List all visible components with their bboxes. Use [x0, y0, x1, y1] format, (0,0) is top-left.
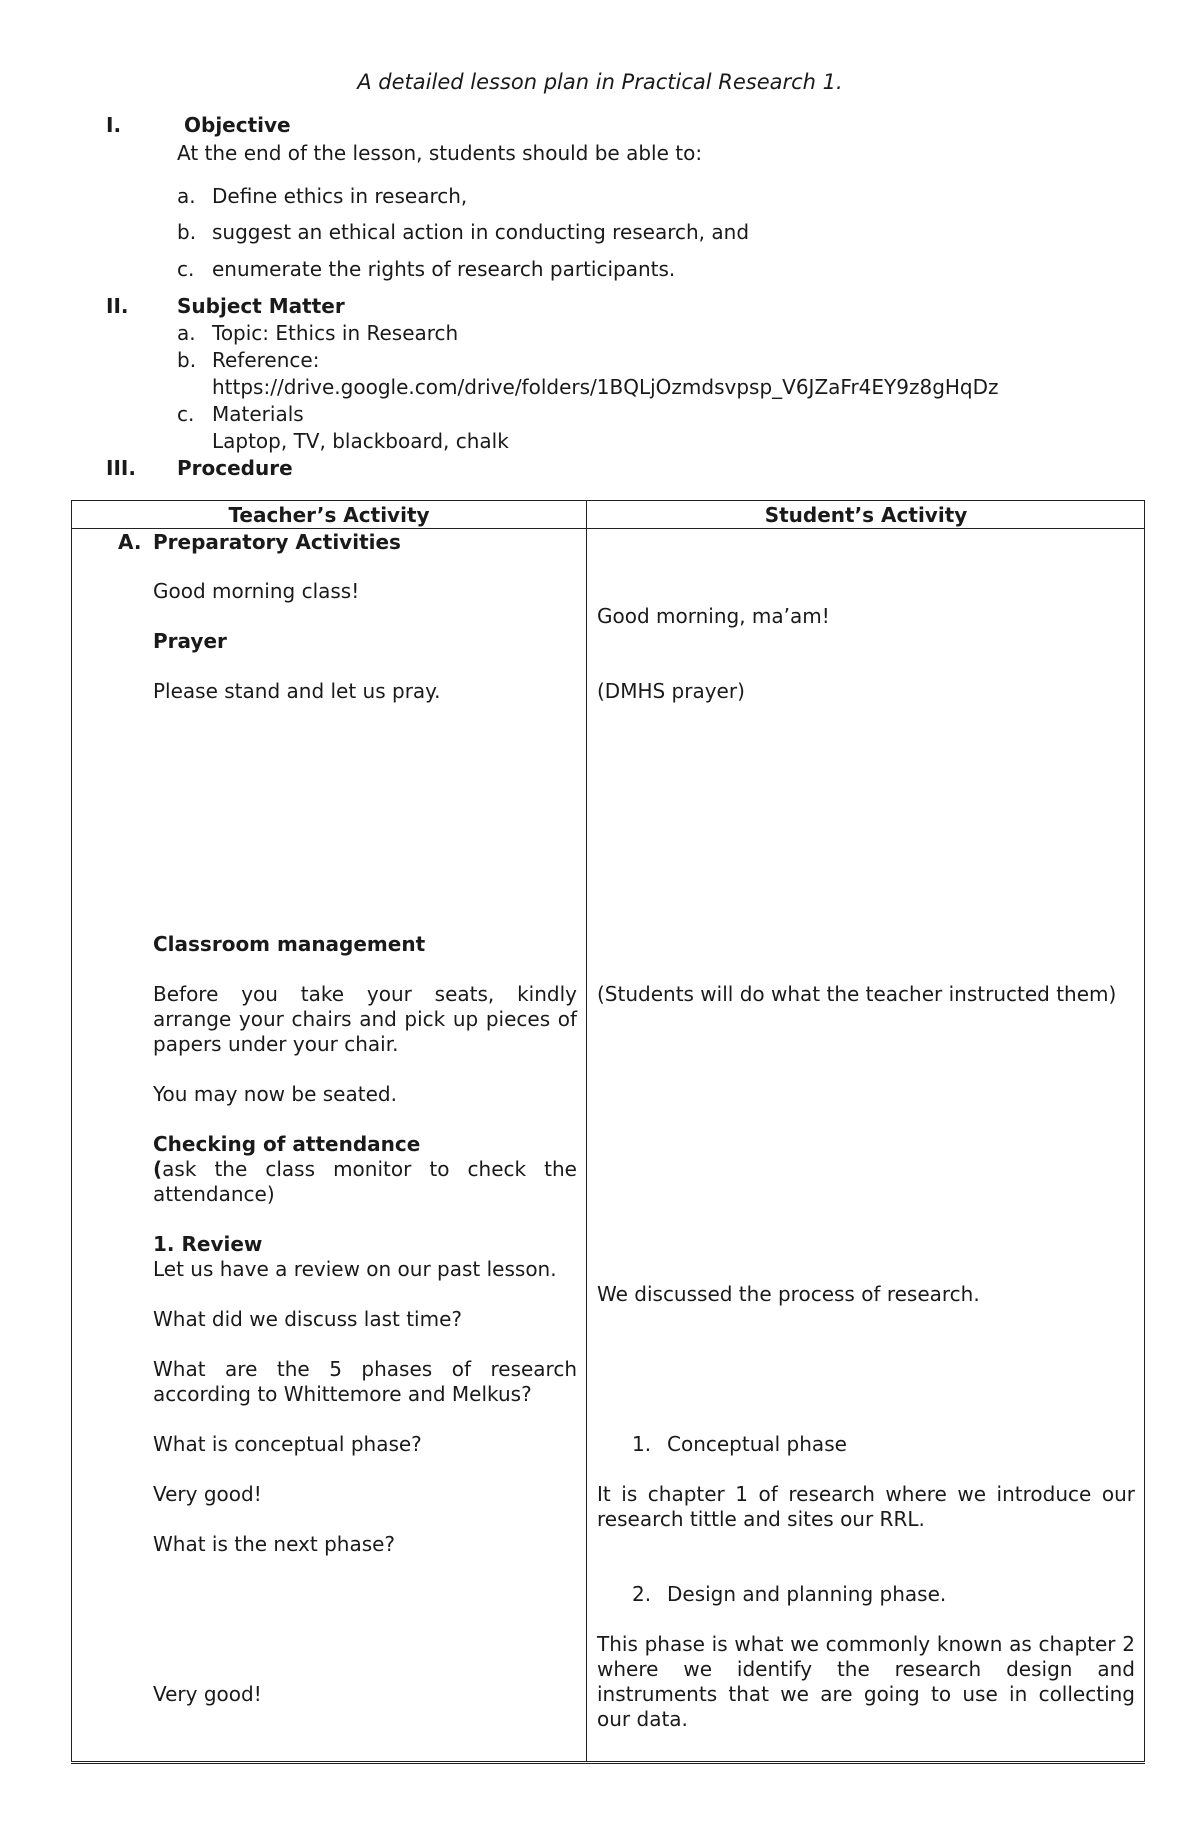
objective-item-b: suggest an ethical action in conducting research, and — [212, 220, 750, 244]
procedure-table — [71, 500, 1145, 1762]
subject-marker-c: c. — [177, 402, 195, 426]
attendance-heading: Checking of attendance — [153, 1132, 421, 1156]
student-activity-header: Student’s Activity — [764, 503, 968, 527]
subject-reference-label: Reference: — [212, 348, 320, 372]
objective-marker-c: c. — [177, 257, 195, 281]
teacher-activity-header: Teacher’s Activity — [228, 503, 430, 527]
classroom-management-text: Before you take your seats, kindly arrange your chairs and pick up pieces of papers under your chair. — [153, 982, 577, 1056]
objective-intro: At the end of the lesson, students should be able to: — [177, 141, 703, 165]
section-1-numeral: I. — [106, 113, 122, 137]
phases-question: What are the 5 phases of research according to Whittemore and Melkus? — [153, 1357, 577, 1406]
document-title: A detailed lesson plan in Practical Research 1. — [357, 70, 843, 94]
next-phase-question: What is the next phase? — [153, 1532, 396, 1556]
subject-marker-a: a. — [177, 321, 196, 345]
very-good-1: Very good! — [153, 1482, 262, 1506]
attendance-instruction: ask the class monitor to check the attendance) — [153, 1157, 577, 1206]
phase-2-name: Design and planning phase. — [667, 1582, 947, 1606]
phase-1-name: Conceptual phase — [667, 1432, 847, 1456]
attendance-open-paren: ( — [153, 1157, 163, 1181]
subject-reference-link[interactable]: https://drive.google.com/drive/folders/1BQLjOzmdsvpsp_V6JZaFr4EY9z8gHqDz — [212, 375, 999, 399]
objective-item-a: Define ethics in research, — [212, 184, 468, 208]
header-divider — [72, 528, 1144, 529]
prep-heading: Preparatory Activities — [153, 530, 401, 554]
subject-marker-b: b. — [177, 348, 197, 372]
section-3-heading: Procedure — [177, 456, 293, 480]
subject-materials-label: Materials — [212, 402, 304, 426]
phase-2-marker: 2. — [632, 1582, 652, 1606]
section-1-heading: Objective — [184, 113, 291, 137]
section-2-heading: Subject Matter — [177, 294, 345, 318]
very-good-2: Very good! — [153, 1682, 262, 1706]
student-design-answer: This phase is what we commonly known as chapter 2 where we identify the research design and instruments that we are going to use in collecting our data. — [597, 1632, 1135, 1731]
column-divider — [586, 501, 587, 1761]
student-greeting: Good morning, ma’am! — [597, 604, 830, 628]
review-text: Let us have a review on our past lesson. — [153, 1257, 557, 1281]
conceptual-question: What is conceptual phase? — [153, 1432, 422, 1456]
review-question: What did we discuss last time? — [153, 1307, 463, 1331]
student-prayer: (DMHS prayer) — [597, 679, 745, 703]
section-2-numeral: II. — [106, 294, 129, 318]
teacher-greeting: Good morning class! — [153, 579, 360, 603]
subject-topic: Topic: Ethics in Research — [212, 321, 459, 345]
objective-marker-a: a. — [177, 184, 196, 208]
prayer-heading: Prayer — [153, 629, 227, 653]
student-classroom-response: (Students will do what the teacher instructed them) — [597, 982, 1117, 1006]
student-review-answer: We discussed the process of research. — [597, 1282, 980, 1306]
phase-1-marker: 1. — [632, 1432, 652, 1456]
classroom-management-heading: Classroom management — [153, 932, 426, 956]
objective-item-c: enumerate the rights of research participants. — [212, 257, 676, 281]
table-bottom-rule — [71, 1763, 1145, 1764]
prep-marker: A. — [118, 530, 142, 554]
prayer-text: Please stand and let us pray. — [153, 679, 441, 703]
section-3-numeral: III. — [106, 456, 136, 480]
objective-marker-b: b. — [177, 220, 197, 244]
subject-materials-list: Laptop, TV, blackboard, chalk — [212, 429, 509, 453]
review-heading: 1. Review — [153, 1232, 263, 1256]
student-conceptual-answer: It is chapter 1 of research where we introduce our research tittle and sites our RRL. — [597, 1482, 1135, 1531]
seated-text: You may now be seated. — [153, 1082, 397, 1106]
attendance-text — [153, 1157, 577, 1207]
